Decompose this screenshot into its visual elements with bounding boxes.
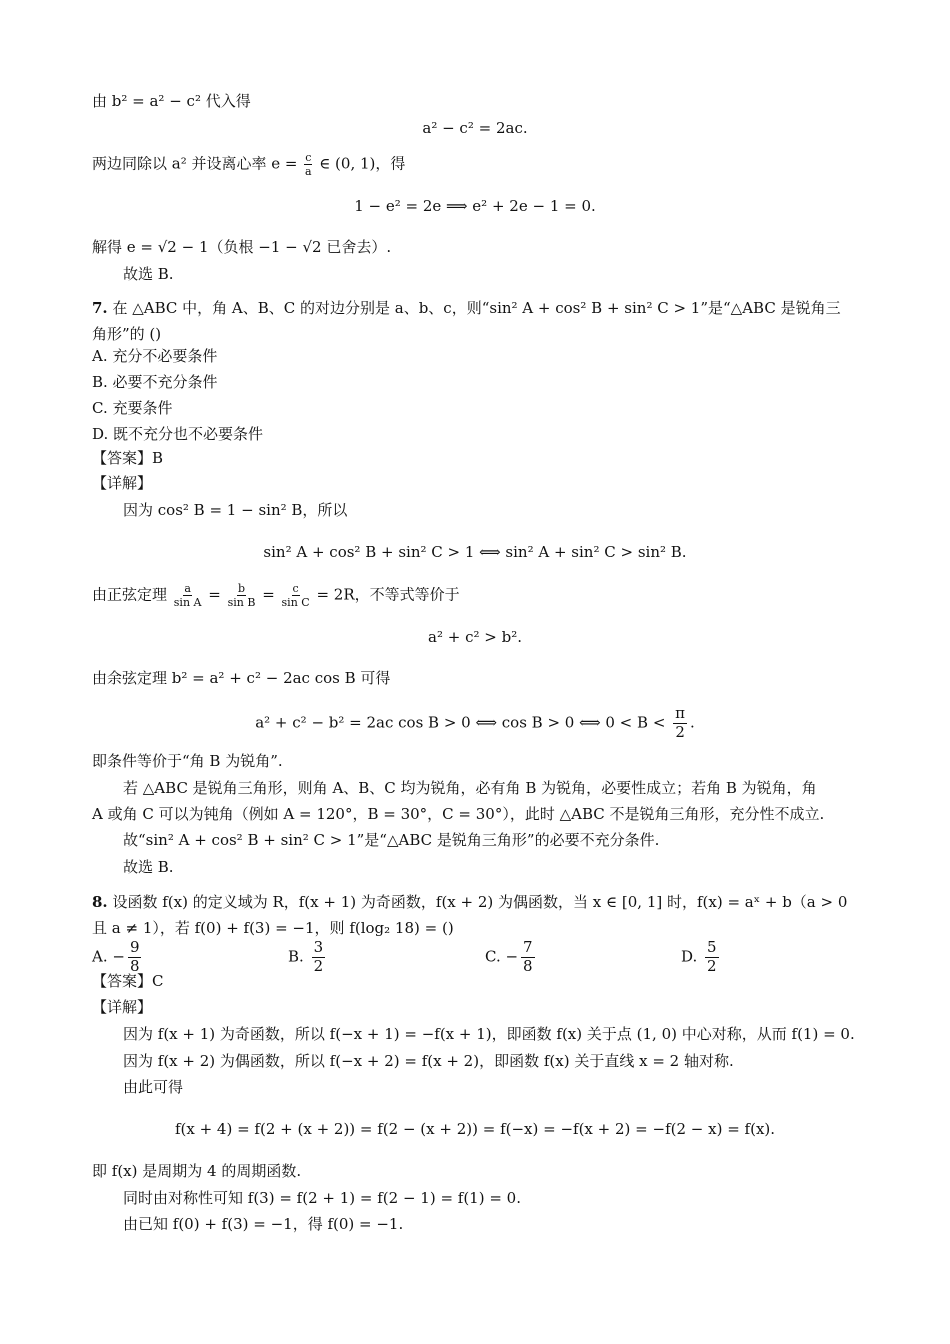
question-7 xyxy=(92,297,841,319)
text-segment: = 2R，不等式等价于 xyxy=(311,585,460,604)
option-label: D. xyxy=(681,947,703,966)
text-segment: = xyxy=(257,585,280,604)
denominator: sin A xyxy=(173,596,202,609)
option-d: D. 既不充分也不必要条件 xyxy=(92,425,264,443)
text-line: 因为 cos² B = 1 − sin² B，所以 xyxy=(123,501,348,519)
fraction xyxy=(304,152,312,177)
detail-heading: 【详解】 xyxy=(92,474,153,492)
equation xyxy=(0,706,950,741)
text-line: 同时由对称性可知 f(3) = f(2 + 1) = f(2 − 1) = f(1) = 0. xyxy=(123,1189,521,1207)
question-text: 在 △ABC 中，角 A、B、C 的对边分别是 a、b、c，则“sin² A + cos² B + sin² C > 1”是“△ABC 是锐角三 xyxy=(107,299,841,317)
denominator: 8 xyxy=(523,956,533,975)
option-b xyxy=(288,940,328,975)
question-number: 8. xyxy=(92,893,108,911)
question-text: 设函数 f(x) 的定义域为 R，f(x + 1) 为奇函数，f(x + 2) 为偶函数，当 x ∈ [0, 1] 时，f(x) = aˣ + b（a > 0 xyxy=(107,893,848,911)
denominator: 8 xyxy=(129,956,140,975)
question-number: 7. xyxy=(92,299,108,317)
text-line: 由 b² = a² − c² 代入得 xyxy=(92,92,251,110)
text-line: 故选 B. xyxy=(123,265,174,283)
fraction xyxy=(312,940,326,975)
text-line: 若 △ABC 是锐角三角形，则角 A、B、C 均为锐角，必有角 B 为锐角，必要性成立；若角 B 为锐角，角 xyxy=(123,779,817,797)
text-segment: = xyxy=(203,585,226,604)
text-line: 由余弦定理 b² = a² + c² − 2ac cos B 可得 xyxy=(92,669,391,687)
text-line: 因为 f(x + 2) 为偶函数，所以 f(−x + 2) = f(x + 2)，即函数 f(x) 关于直线 x = 2 轴对称. xyxy=(123,1052,734,1070)
denominator: 2 xyxy=(313,956,324,975)
text-segment: a² + c² − b² = 2ac cos B > 0 ⟺ cos B > 0 ⟺ 0 < B < xyxy=(255,713,671,732)
text-segment: 两边同除以 a² 并设离心率 e = xyxy=(92,154,303,173)
numerator: a xyxy=(184,582,191,595)
detail-heading: 【详解】 xyxy=(92,998,153,1016)
text-line: 解得 e = √2 − 1（负根 −1 − √2 已舍去）. xyxy=(92,238,392,256)
denominator: 2 xyxy=(675,722,685,741)
text-line: 即 f(x) 是周期为 4 的周期函数. xyxy=(92,1162,302,1180)
denominator: sin B xyxy=(227,596,256,609)
denominator: sin C xyxy=(281,596,310,609)
equation: sin² A + cos² B + sin² C > 1 ⟺ sin² A + sin² C > sin² B. xyxy=(263,543,687,561)
fraction xyxy=(174,583,202,608)
fraction xyxy=(673,706,687,741)
text-line xyxy=(92,152,405,177)
question-8 xyxy=(92,891,847,913)
option-b: B. 必要不充分条件 xyxy=(92,373,218,391)
text-segment: . xyxy=(690,713,695,732)
fraction xyxy=(228,583,256,608)
numerator: 5 xyxy=(707,938,717,956)
question-text: 且 a ≠ 1），若 f(0) + f(3) = −1，则 f(log₂ 18) = () xyxy=(92,919,454,937)
text-line: 由已知 f(0) + f(3) = −1，得 f(0) = −1. xyxy=(123,1215,404,1233)
question-text: 角形”的 () xyxy=(92,325,162,343)
text-line xyxy=(92,583,460,608)
numerator: π xyxy=(675,704,686,722)
text-line: 故“sin² A + cos² B + sin² C > 1”是“△ABC 是锐角三角形”的必要不充分条件. xyxy=(123,831,660,849)
numerator: c xyxy=(305,151,312,164)
option-d xyxy=(681,940,722,975)
fraction xyxy=(282,583,310,608)
option-label: A. − xyxy=(92,947,125,966)
option-label: B. xyxy=(288,947,309,966)
option-label: C. − xyxy=(485,947,519,966)
numerator: 7 xyxy=(523,938,533,956)
option-c: C. 充要条件 xyxy=(92,399,173,417)
denominator: 2 xyxy=(707,956,717,975)
equation: a² + c² > b². xyxy=(428,628,522,646)
equation: a² − c² = 2ac. xyxy=(422,119,528,137)
numerator: 3 xyxy=(313,938,324,956)
answer: 【答案】C xyxy=(92,972,164,990)
text-line: 故选 B. xyxy=(123,858,174,876)
text-line: 由此可得 xyxy=(123,1078,184,1096)
equation: 1 − e² = 2e ⟹ e² + 2e − 1 = 0. xyxy=(354,197,596,215)
option-c xyxy=(485,940,538,975)
text-segment: 由正弦定理 xyxy=(92,585,172,604)
option-a: A. 充分不必要条件 xyxy=(92,347,218,365)
fraction xyxy=(521,940,535,975)
text-line: A 或角 C 可以为钝角（例如 A = 120°，B = 30°，C = 30°），此时 △ABC 不是锐角三角形，充分性不成立. xyxy=(92,805,825,823)
numerator: b xyxy=(237,582,246,595)
denominator: a xyxy=(305,165,312,178)
numerator: 9 xyxy=(129,938,140,956)
equation: f(x + 4) = f(2 + (x + 2)) = f(2 − (x + 2)) = f(−x) = −f(x + 2) = −f(2 − x) = f(x). xyxy=(174,1120,776,1138)
text-line: 即条件等价于“角 B 为锐角”. xyxy=(92,752,283,770)
text-line: 因为 f(x + 1) 为奇函数，所以 f(−x + 1) = −f(x + 1)，即函数 f(x) 关于点 (1, 0) 中心对称，从而 f(1) = 0. xyxy=(123,1025,855,1043)
numerator: c xyxy=(292,582,299,595)
answer: 【答案】B xyxy=(92,449,164,467)
text-segment: ∈ (0, 1)，得 xyxy=(314,154,406,173)
fraction xyxy=(705,940,719,975)
